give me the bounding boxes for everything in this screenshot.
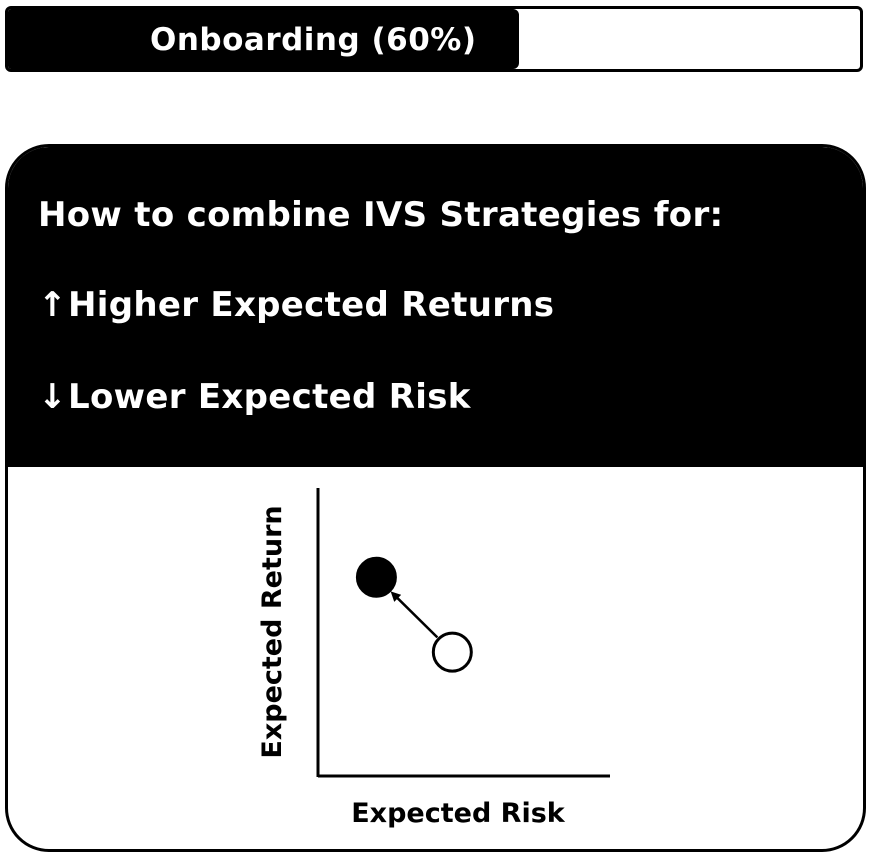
point-target	[357, 558, 395, 596]
higher-returns-line	[38, 285, 554, 325]
higher-returns-text: Higher Expected Returns	[68, 285, 555, 325]
onboarding-progress-bar	[5, 6, 863, 72]
lower-risk-text: Lower Expected Risk	[68, 377, 471, 417]
up-arrow-icon: ↑	[38, 285, 67, 325]
x-axis-label: Expected Risk	[351, 798, 565, 829]
down-arrow-icon: ↓	[38, 377, 67, 417]
point-start	[433, 633, 471, 671]
progress-label: Onboarding (60%)	[150, 22, 477, 58]
y-axis-label: Expected Return	[257, 505, 288, 759]
card-title: How to combine IVS Strategies for:	[38, 195, 724, 235]
improvement-arrow	[393, 593, 438, 637]
risk-return-chart	[240, 340, 640, 829]
